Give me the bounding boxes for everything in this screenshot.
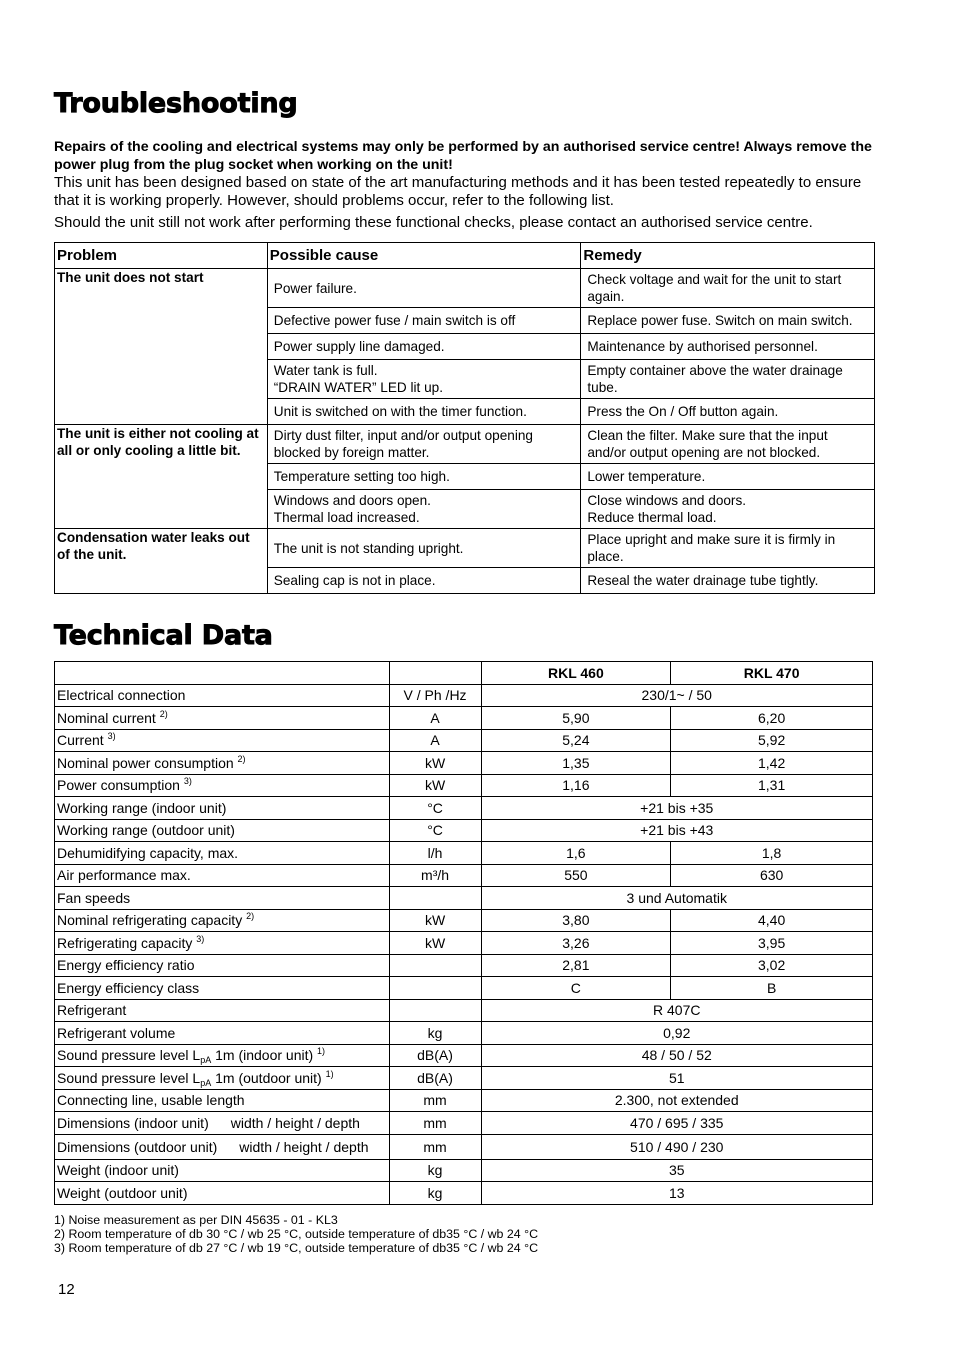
footnote-ref: 3) [183, 776, 192, 787]
unit-cell: A [389, 729, 481, 752]
value-cell: R 407C [481, 999, 873, 1022]
spec-label-subscript: pA [200, 1055, 212, 1066]
unit-cell: °C [389, 797, 481, 820]
spec-label [55, 1182, 390, 1205]
remedy-cell: Lower temperature. [581, 464, 875, 490]
value-cell: 5,24 [481, 729, 671, 752]
value-cell: 51 [481, 1067, 873, 1090]
value-cell: 3 und Automatik [481, 887, 873, 910]
unit-cell: kg [389, 1182, 481, 1205]
table-row [55, 954, 873, 977]
table-row [55, 977, 873, 1000]
value-cell: 0,92 [481, 1022, 873, 1045]
spec-label-text: Refrigerant [57, 1002, 127, 1019]
page-number: 12 [58, 1281, 75, 1298]
problem-cell: Condensation water leaks out of the unit. [55, 529, 268, 594]
spec-label [55, 842, 390, 865]
value-cell: 230/1~ / 50 [481, 684, 873, 707]
table-row [55, 269, 875, 308]
value-cell: 1,42 [671, 752, 873, 775]
spec-label-text: Nominal refrigerating capacity [57, 912, 243, 929]
value-cell: 3,26 [481, 932, 671, 955]
table-row [55, 1089, 873, 1112]
spec-label [55, 887, 390, 910]
spec-label [55, 932, 390, 955]
value-cell: 3,80 [481, 909, 671, 932]
unit-cell [389, 954, 481, 977]
spec-label [55, 1134, 390, 1159]
dimension-order: width / height / depth [230, 1114, 360, 1131]
spec-label [55, 707, 390, 730]
footnote: 2) Room temperature of db 30 °C / wb 25 °C, outside temperature of db35 °C / wb 24 °C [54, 1227, 539, 1241]
spec-label-text: Connecting line, usable length [57, 1092, 245, 1109]
spec-label-text: Power consumption [57, 777, 180, 794]
table-row [55, 1134, 873, 1159]
unit-cell: °C [389, 819, 481, 842]
unit-cell: mm [389, 1089, 481, 1112]
value-cell: 35 [481, 1159, 873, 1182]
spec-label-text: Sound pressure level L [57, 1047, 201, 1064]
value-cell: B [671, 977, 873, 1000]
cause-cell: Windows and doors open. Thermal load increased. [267, 490, 581, 529]
table-header-row [55, 662, 873, 685]
cause-cell: Defective power fuse / main switch is off [267, 308, 581, 334]
dimension-order: width / height / depth [239, 1138, 369, 1155]
table-row [55, 1022, 873, 1045]
unit-cell: kg [389, 1022, 481, 1045]
table-row [55, 752, 873, 775]
spec-label-text: Nominal current [57, 709, 156, 726]
remedy-cell: Press the On / Off button again. [581, 399, 875, 425]
spec-label [55, 954, 390, 977]
remedy-cell: Check voltage and wait for the unit to start again. [581, 269, 875, 308]
table-row [55, 774, 873, 797]
value-cell: +21 bis +43 [481, 819, 873, 842]
table-row [55, 887, 873, 910]
value-cell: 470 / 695 / 335 [481, 1112, 873, 1135]
blank-cell [55, 662, 390, 685]
spec-label [55, 729, 390, 752]
spec-label-text: Refrigerant volume [57, 1024, 176, 1041]
spec-label-subscript: pA [200, 1077, 212, 1088]
cause-cell: Sealing cap is not in place. [267, 568, 581, 594]
value-cell: 6,20 [671, 707, 873, 730]
value-cell: 2,81 [481, 954, 671, 977]
header-cause: Possible cause [267, 243, 581, 269]
troubleshooting-heading: Troubleshooting [54, 88, 298, 119]
spec-label-text: Energy efficiency ratio [57, 957, 195, 974]
spec-label-text: Nominal power consumption [57, 754, 234, 771]
table-row [55, 1044, 873, 1067]
model-header: RKL 460 [481, 662, 671, 685]
spec-label [55, 1067, 390, 1090]
header-problem: Problem [55, 243, 268, 269]
cause-cell: Dirty dust filter, input and/or output opening blocked by foreign matter. [267, 425, 581, 464]
spec-label-text: Current [57, 732, 104, 749]
footnotes [54, 1213, 538, 1255]
value-cell: 510 / 490 / 230 [481, 1134, 873, 1159]
unit-cell: mm [389, 1134, 481, 1159]
header-remedy: Remedy [581, 243, 875, 269]
unit-cell: mm [389, 1112, 481, 1135]
table-row [55, 1112, 873, 1135]
spec-label [55, 1159, 390, 1182]
cause-cell: Temperature setting too high. [267, 464, 581, 490]
unit-cell: V / Ph /Hz [389, 684, 481, 707]
spec-label [55, 774, 390, 797]
value-cell: 1,31 [671, 774, 873, 797]
value-cell: 1,6 [481, 842, 671, 865]
value-cell: +21 bis +35 [481, 797, 873, 820]
table-row [55, 1182, 873, 1205]
table-row [55, 684, 873, 707]
footnote: 1) Noise measurement as per DIN 45635 - 01 - KL3 [54, 1213, 338, 1227]
value-cell: 3,95 [671, 932, 873, 955]
spec-label-text: Working range (indoor unit) [57, 799, 227, 816]
unit-cell: m³/h [389, 864, 481, 887]
unit-cell: kW [389, 774, 481, 797]
safety-warning: Repairs of the cooling and electrical systems may only be performed by an authorised service centre! Always remove the power plug from the plug socket when working on the unit! [54, 139, 872, 173]
technical-data-table [54, 661, 873, 1205]
unit-cell: kg [389, 1159, 481, 1182]
footnote-ref: 1) [325, 1068, 334, 1079]
spec-label-text: Electrical connection [57, 687, 186, 704]
table-row [55, 1159, 873, 1182]
footnote-ref: 3) [196, 933, 205, 944]
table-header-row [55, 243, 875, 269]
footnote-ref: 2) [246, 911, 255, 922]
troubleshooting-table [54, 242, 875, 594]
spec-label [55, 1089, 390, 1112]
footnote: 3) Room temperature of db 27 °C / wb 19 °C, outside temperature of db35 °C / wb 24 °C [54, 1241, 539, 1255]
remedy-cell: Maintenance by authorised personnel. [581, 334, 875, 360]
table-row [55, 729, 873, 752]
value-cell: 48 / 50 / 52 [481, 1044, 873, 1067]
value-cell: C [481, 977, 671, 1000]
blank-cell [389, 662, 481, 685]
spec-label-suffix: 1m (outdoor unit) [211, 1069, 322, 1086]
spec-label-text: Weight (outdoor unit) [57, 1184, 188, 1201]
spec-label [55, 999, 390, 1022]
intro-paragraph: This unit has been designed based on state of the art manufacturing methods and it has been tested repeatedly to ensure that it is working properly. However, should problems occur, refer to the following list. [54, 174, 862, 209]
unit-cell: dB(A) [389, 1067, 481, 1090]
spec-label [55, 752, 390, 775]
table-row [55, 819, 873, 842]
table-row [55, 707, 873, 730]
unit-cell [389, 887, 481, 910]
spec-label [55, 864, 390, 887]
value-cell: 3,02 [671, 954, 873, 977]
spec-label-text: Air performance max. [57, 867, 191, 884]
value-cell: 550 [481, 864, 671, 887]
table-row [55, 864, 873, 887]
spec-label-text: Sound pressure level L [57, 1069, 201, 1086]
spec-label [55, 1044, 390, 1067]
footnote-ref: 2) [237, 753, 246, 764]
table-row [55, 425, 875, 464]
contact-paragraph: Should the unit still not work after performing these functional checks, please contact an authorised service centre. [54, 214, 813, 231]
spec-label [55, 797, 390, 820]
spec-label-text: Energy efficiency class [57, 979, 200, 996]
spec-label [55, 684, 390, 707]
unit-cell [389, 977, 481, 1000]
value-cell: 1,16 [481, 774, 671, 797]
unit-cell: kW [389, 932, 481, 955]
value-cell: 630 [671, 864, 873, 887]
spec-label-suffix: 1m (indoor unit) [211, 1047, 314, 1064]
unit-cell: dB(A) [389, 1044, 481, 1067]
value-cell: 2.300, not extended [481, 1089, 873, 1112]
spec-label [55, 1112, 390, 1135]
remedy-cell: Place upright and make sure it is firmly in place. [581, 529, 875, 568]
table-row [55, 842, 873, 865]
remedy-cell: Clean the filter. Make sure that the input and/or output opening are not blocked. [581, 425, 875, 464]
table-row [55, 909, 873, 932]
spec-label-text: Refrigerating capacity [57, 934, 193, 951]
model-header: RKL 470 [671, 662, 873, 685]
table-row [55, 797, 873, 820]
value-cell: 1,8 [671, 842, 873, 865]
spec-label [55, 909, 390, 932]
remedy-cell: Replace power fuse. Switch on main switch. [581, 308, 875, 334]
spec-label-text: Fan speeds [57, 889, 131, 906]
cause-cell: Power failure. [267, 269, 581, 308]
spec-label [55, 977, 390, 1000]
remedy-cell: Reseal the water drainage tube tightly. [581, 568, 875, 594]
spec-label-text: Dimensions (outdoor unit) [57, 1138, 218, 1155]
value-cell: 5,90 [481, 707, 671, 730]
problem-cell: The unit does not start [55, 269, 268, 425]
cause-cell: Power supply line damaged. [267, 334, 581, 360]
unit-cell: kW [389, 909, 481, 932]
spec-label [55, 819, 390, 842]
spec-label-text: Working range (outdoor unit) [57, 822, 235, 839]
spec-label-text: Dimensions (indoor unit) [57, 1114, 209, 1131]
unit-cell: kW [389, 752, 481, 775]
remedy-cell: Empty container above the water drainage tube. [581, 360, 875, 399]
unit-cell [389, 999, 481, 1022]
technical-data-heading: Technical Data [54, 620, 273, 651]
footnote-ref: 1) [317, 1046, 326, 1057]
problem-cell: The unit is either not cooling at all or only cooling a little bit. [55, 425, 268, 529]
unit-cell: A [389, 707, 481, 730]
cause-cell: The unit is not standing upright. [267, 529, 581, 568]
table-row [55, 932, 873, 955]
value-cell: 5,92 [671, 729, 873, 752]
table-row [55, 999, 873, 1022]
value-cell: 13 [481, 1182, 873, 1205]
footnote-ref: 3) [107, 731, 116, 742]
table-row [55, 1067, 873, 1090]
remedy-cell: Close windows and doors. Reduce thermal load. [581, 490, 875, 529]
unit-cell: l/h [389, 842, 481, 865]
spec-label [55, 1022, 390, 1045]
cause-cell: Unit is switched on with the timer function. [267, 399, 581, 425]
table-row [55, 529, 875, 568]
cause-cell: Water tank is full. “DRAIN WATER” LED lit up. [267, 360, 581, 399]
value-cell: 1,35 [481, 752, 671, 775]
spec-label-text: Dehumidifying capacity, max. [57, 844, 239, 861]
spec-label-text: Weight (indoor unit) [57, 1162, 179, 1179]
footnote-ref: 2) [159, 708, 168, 719]
value-cell: 4,40 [671, 909, 873, 932]
